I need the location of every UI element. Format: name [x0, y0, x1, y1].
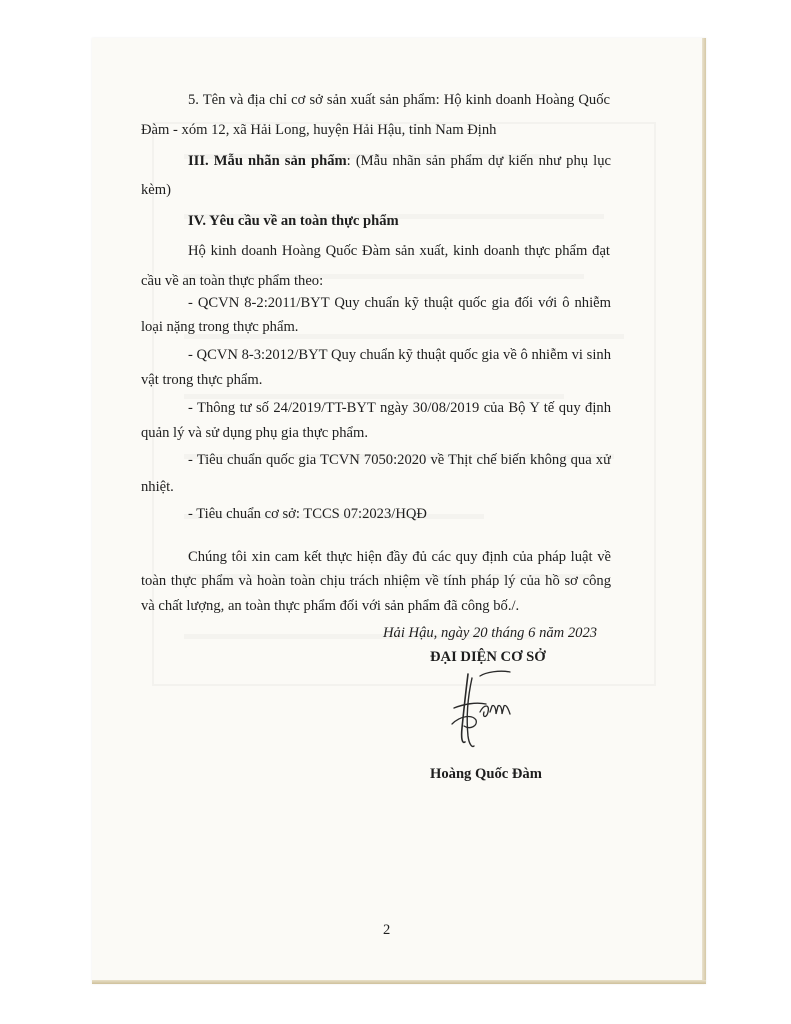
handwritten-signature — [446, 668, 526, 750]
commitment-line3: và chất lượng, an toàn thực phẩm đối với sản phẩm đã công bố./. — [141, 598, 520, 614]
section4-heading: IV. Yêu cầu về an toàn thực phẩm — [188, 213, 399, 229]
requirement-4-line2: nhiệt. — [141, 479, 174, 495]
commitment-line2: toàn thực phẩm và hoàn toàn chịu trách nhiệm về tính pháp lý của hồ sơ công — [141, 573, 611, 589]
section3-line1 — [188, 152, 611, 170]
section3-text-line1: : (Mẫu nhãn sản phẩm dự kiến như phụ lục — [346, 153, 611, 169]
commitment-line1: Chúng tôi xin cam kết thực hiện đầy đủ các quy định của pháp luật về — [188, 549, 611, 565]
section3-text-line2: kèm) — [141, 182, 171, 198]
representative-title: ĐẠI DIỆN CƠ SỞ — [430, 649, 546, 665]
requirement-1-line2: loại nặng trong thực phẩm. — [141, 319, 299, 335]
section4-intro-line2: cầu về an toàn thực phẩm theo: — [141, 273, 324, 289]
requirement-1-line1: - QCVN 8-2:2011/BYT Quy chuẩn kỹ thuật quốc gia đối với ô nhiễm — [188, 295, 611, 311]
page-number: 2 — [383, 922, 391, 938]
requirement-4-line1: - Tiêu chuẩn quốc gia TCVN 7050:2020 về Thịt chế biến không qua xử — [188, 452, 611, 468]
representative-name: Hoàng Quốc Đàm — [430, 766, 542, 782]
section5-line1: 5. Tên và địa chỉ cơ sở sản xuất sản phẩm: Hộ kinh doanh Hoàng Quốc — [188, 92, 610, 108]
requirement-3-line1: - Thông tư số 24/2019/TT-BYT ngày 30/08/2019 của Bộ Y tế quy định — [188, 400, 611, 416]
requirement-5-line1: - Tiêu chuẩn cơ sở: TCCS 07:2023/HQĐ — [188, 506, 427, 522]
requirement-2-line2: vật trong thực phẩm. — [141, 372, 263, 388]
place-date: Hải Hậu, ngày 20 tháng 6 năm 2023 — [383, 625, 598, 641]
requirement-3-line2: quản lý và sử dụng phụ gia thực phẩm. — [141, 425, 368, 441]
section5-line2: Đàm - xóm 12, xã Hải Long, huyện Hải Hậu, tỉnh Nam Định — [141, 122, 497, 138]
section3-heading: III. Mẫu nhãn sản phẩm — [188, 153, 347, 169]
section4-intro-line1: Hộ kinh doanh Hoàng Quốc Đàm sản xuất, kinh doanh thực phẩm đạt — [188, 243, 610, 259]
requirement-2-line1: - QCVN 8-3:2012/BYT Quy chuẩn kỹ thuật quốc gia về ô nhiễm vi sinh — [188, 347, 611, 363]
